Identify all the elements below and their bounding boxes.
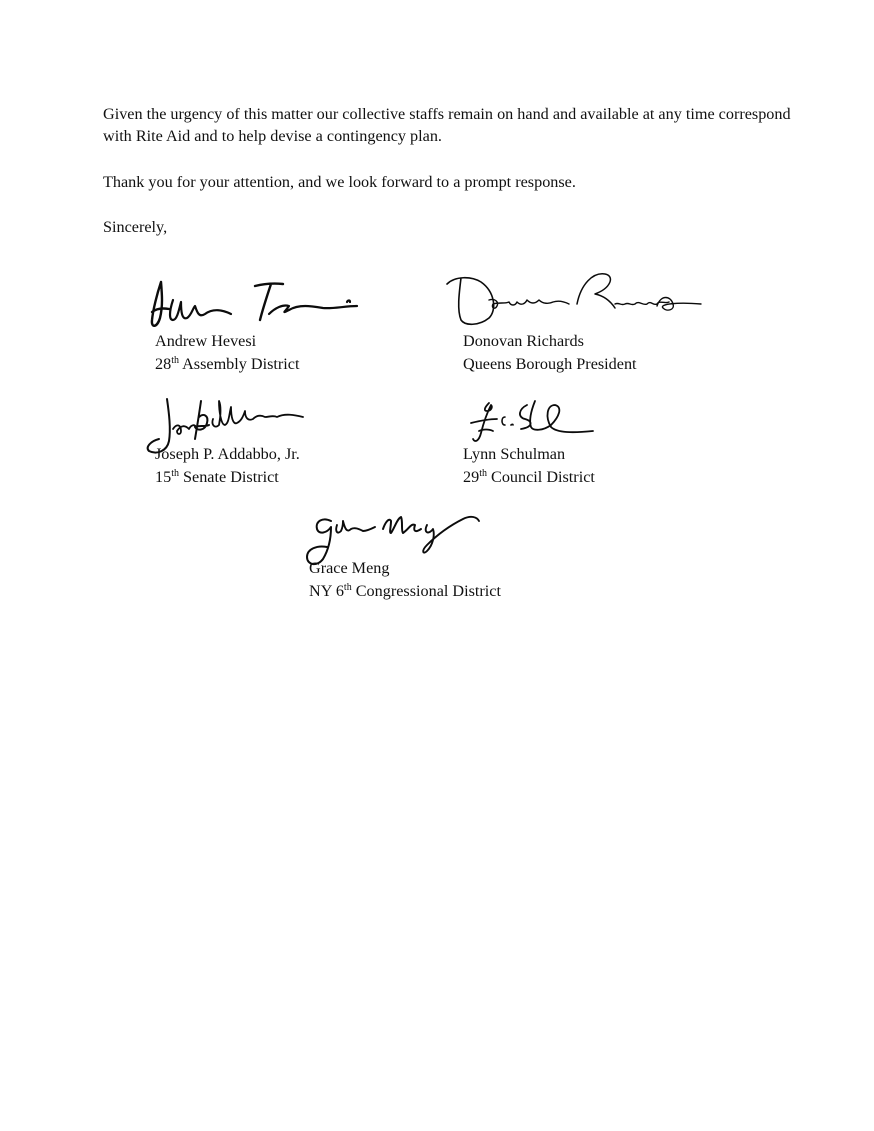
district-label: Assembly District — [178, 355, 300, 373]
signatory-district — [463, 466, 595, 488]
signatory-district — [155, 353, 299, 375]
signature-schulman — [471, 397, 603, 449]
signature-richards — [445, 264, 705, 336]
district-label: Senate District — [178, 468, 279, 486]
ordinal-suffix: th — [479, 468, 487, 479]
signatory-district — [155, 466, 279, 488]
signatory-name: Joseph P. Addabbo, Jr. — [155, 445, 300, 463]
ordinal-number: 6 — [335, 582, 344, 600]
thank-you-paragraph: Thank you for your attention, and we look forward to a prompt response. — [103, 173, 576, 191]
closing-paragraph: Given the urgency of this matter our collective staffs remain on hand and available at any time correspond with Rite Aid and to help devise a contingency plan. — [103, 105, 791, 145]
ordinal-number: 15 — [155, 468, 172, 486]
ordinal-suffix: th — [343, 582, 352, 593]
ordinal-suffix: th — [171, 355, 179, 366]
salutation-closing: Sincerely, — [103, 218, 168, 236]
ordinal-number: 28 — [155, 355, 172, 373]
signature-hevesi — [151, 278, 371, 333]
signatory-district — [309, 580, 501, 602]
signatory-name: Andrew Hevesi — [155, 332, 257, 350]
signatory-name: Lynn Schulman — [463, 445, 566, 463]
signatory-name: Donovan Richards — [463, 332, 584, 350]
ordinal-number: 29 — [463, 468, 480, 486]
title-prefix: NY — [309, 582, 336, 600]
district-label: Congressional District — [351, 582, 501, 600]
signatory-office: Queens Borough President — [463, 355, 637, 373]
district-label: Council District — [486, 468, 595, 486]
signatory-name: Grace Meng — [309, 559, 390, 577]
ordinal-suffix: th — [171, 468, 179, 479]
